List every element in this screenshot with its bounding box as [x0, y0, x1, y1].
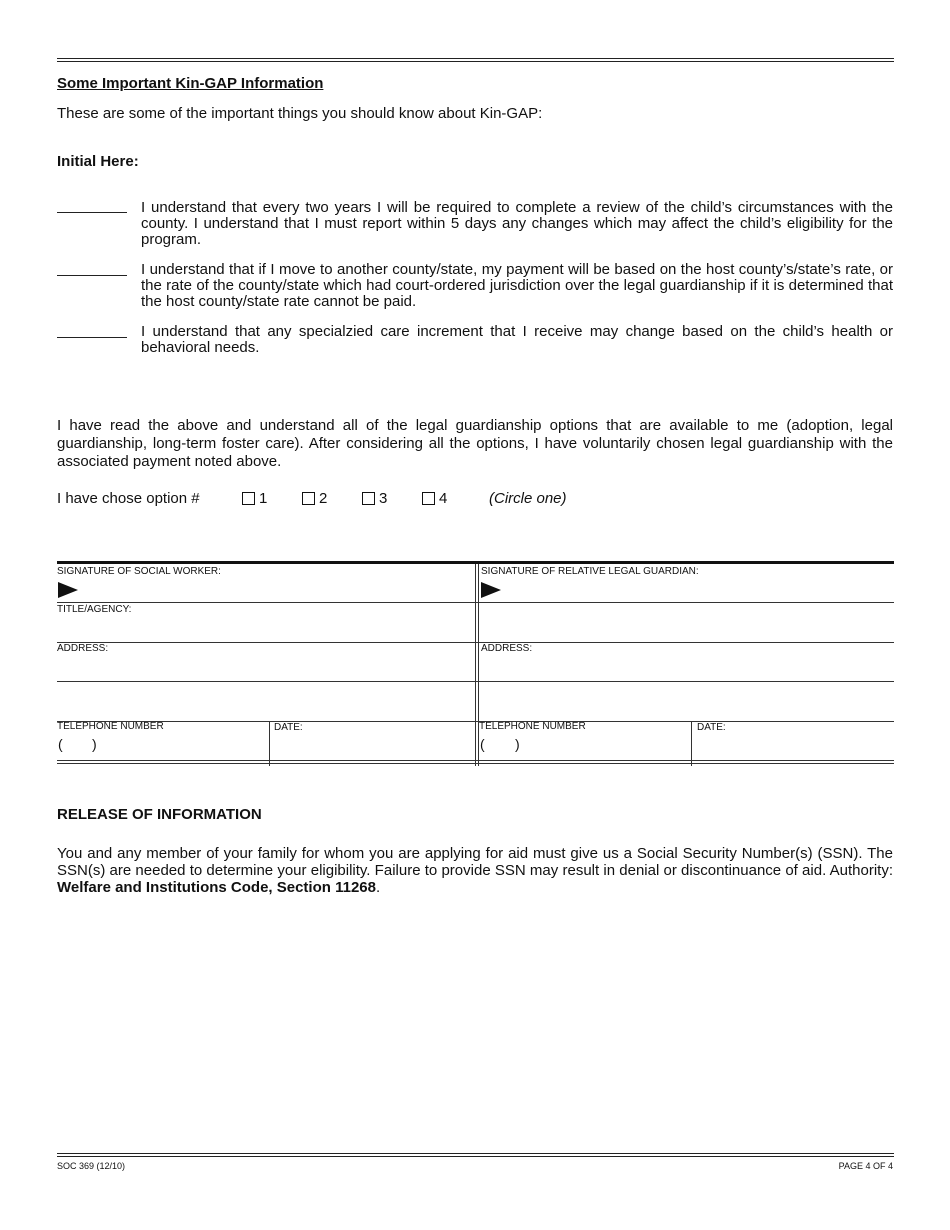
- item-text-2: I understand that if I move to another county/state, my payment will be based on the host county’s/state’s rate, or the rate of the county/state which had court-ordered jurisdiction over the legal guardianship if it is determined that the host county/state rate cannot be paid.: [141, 261, 893, 310]
- checkbox-1[interactable]: [242, 492, 255, 505]
- page-number: PAGE 4 OF 4: [838, 1161, 893, 1171]
- checkbox-4[interactable]: [422, 492, 435, 505]
- release-title: RELEASE OF INFORMATION: [57, 806, 262, 823]
- row-rule-1: [57, 602, 894, 603]
- row-rule-5: [57, 760, 894, 761]
- option-2[interactable]: 2: [302, 490, 327, 507]
- checkbox-2[interactable]: [302, 492, 315, 505]
- guardian-blank-field[interactable]: [481, 605, 891, 639]
- initial-here-label: Initial Here:: [57, 153, 139, 170]
- sig-guardian-label: SIGNATURE OF RELATIVE LEGAL GUARDIAN:: [481, 566, 699, 577]
- telephone-left-field[interactable]: [105, 736, 263, 756]
- form-id: SOC 369 (12/10): [57, 1161, 126, 1171]
- area-code-close-right: ): [515, 736, 520, 752]
- center-divider-2: [478, 564, 479, 766]
- telephone-right-label: TELEPHONE NUMBER: [479, 721, 586, 732]
- area-code-close-left: ): [92, 736, 97, 752]
- sign-here-arrow-icon: [58, 582, 78, 598]
- title-agency-label: TITLE/AGENCY:: [57, 604, 132, 615]
- initial-field-1[interactable]: [57, 212, 127, 213]
- release-text: You and any member of your family for whom you are applying for aid must give us a Social Security Number(s) (SSN). The SSN(s) are needed to determine your eligibility. Failure to provide SSN may result in denial or discontinuance of aid. Authority: Welfare and Institutions Code, Section 11268.: [57, 845, 893, 896]
- option-4[interactable]: 4: [422, 490, 447, 507]
- date-left-field[interactable]: [274, 736, 469, 756]
- telephone-right-field[interactable]: [527, 736, 685, 756]
- option-3[interactable]: 3: [362, 490, 387, 507]
- checkbox-3[interactable]: [362, 492, 375, 505]
- circle-one-note: (Circle one): [489, 490, 567, 507]
- sig-social-worker-label: SIGNATURE OF SOCIAL WORKER:: [57, 566, 221, 577]
- initial-field-3[interactable]: [57, 337, 127, 338]
- sig-social-worker-field[interactable]: [87, 579, 467, 601]
- row-rule-4: [57, 721, 894, 722]
- footer-rule: [57, 1153, 894, 1157]
- row-rule-2: [57, 642, 894, 643]
- address-right-label: ADDRESS:: [481, 643, 533, 654]
- top-rule: [57, 58, 894, 62]
- area-code-open-right: (: [480, 736, 485, 752]
- address-left-field[interactable]: [57, 657, 469, 717]
- telephone-left-label: TELEPHONE NUMBER: [57, 721, 164, 732]
- row-rule-6: [57, 763, 894, 764]
- area-code-open-left: (: [58, 736, 63, 752]
- address-left-label: ADDRESS:: [57, 643, 109, 654]
- initial-field-2[interactable]: [57, 275, 127, 276]
- date-left-label: DATE:: [274, 722, 303, 733]
- address-right-field[interactable]: [481, 657, 891, 717]
- item-text-3: I understand that any specialzied care increment that I receive may change based on the child’s health or behavioral needs.: [141, 323, 893, 356]
- sig-guardian-field[interactable]: [509, 579, 889, 601]
- release-authority: Welfare and Institutions Code, Section 11268: [57, 879, 376, 896]
- option-prompt: I have chose option #: [57, 490, 200, 507]
- item-text-1: I understand that every two years I will be required to complete a review of the child’s circumstances with the county. I understand that I must report within 5 days any changes which may affect the child’s eligibility for the program.: [141, 199, 893, 248]
- signature-table: [57, 561, 894, 766]
- title-agency-field[interactable]: [57, 617, 469, 639]
- date-right-label: DATE:: [697, 722, 726, 733]
- date-right-field[interactable]: [697, 736, 892, 756]
- center-divider: [475, 564, 476, 766]
- option-1[interactable]: 1: [242, 490, 267, 507]
- acknowledgement-text: I have read the above and understand all of the legal guardianship options that are available to me (adoption, legal guardianship, long-term foster care). After considering all the options, I have voluntarily chosen legal guardianship with the associated payment noted above.: [57, 417, 893, 470]
- sign-here-arrow-icon: [481, 582, 501, 598]
- section-title: Some Important Kin-GAP Information: [57, 75, 324, 92]
- phone-date-divider-left: [269, 721, 270, 766]
- intro-text: These are some of the important things you should know about Kin-GAP:: [57, 105, 543, 122]
- phone-date-divider-right: [691, 721, 692, 766]
